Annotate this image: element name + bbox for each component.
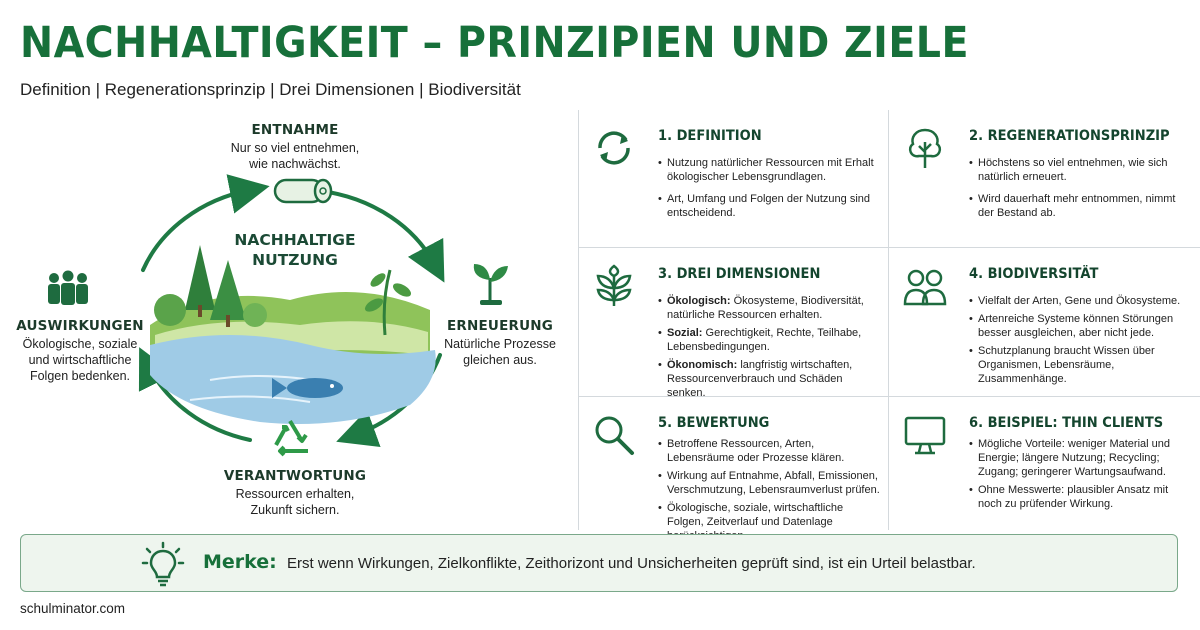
magnifier-icon [592, 413, 636, 457]
card-title: 6. BEISPIEL: THIN CLIENTS [969, 415, 1164, 431]
label-verantwortung [210, 468, 380, 518]
two-people-icon [903, 264, 947, 308]
sprout-icon [474, 264, 508, 305]
erneuerung-line1: Natürliche Prozesse [444, 337, 556, 351]
footer-source: schulminator.com [20, 601, 126, 616]
landscape-illustration [150, 245, 436, 424]
dimension-label: Ökonomisch: [667, 359, 738, 371]
cycle-center-title: NACHHALTIGE NUTZUNG [234, 231, 356, 269]
tree-icon [903, 126, 947, 170]
card-title: 2. REGENERATIONSPRINZIP [969, 128, 1170, 144]
verantwortung-line2: Zukunft sichern. [250, 503, 340, 517]
list-item: • Ohne Messwerte: plausibler Ansatz mit noch zu prüfender Wirkung. [969, 483, 1193, 511]
list-item [658, 326, 882, 354]
card-thin-clients [889, 397, 1199, 530]
card-title: 4. BIODIVERSITÄT [969, 266, 1099, 282]
list-item: • Art, Umfang und Folgen der Nutzung sind entscheidend. [658, 192, 882, 220]
entnahme-line2: wie nachwächst. [249, 157, 341, 171]
recycle-icon [276, 421, 308, 455]
list-item: • Nutzung natürlicher Ressourcen mit Erhalt ökologischer Lebensgrundlagen. [658, 156, 882, 184]
card-drei-dimensionen [578, 248, 888, 399]
page-title: NACHHALTIGKEIT – PRINZIPIEN UND ZIELE [20, 18, 969, 68]
card-regenerationsprinzip [889, 110, 1199, 247]
card-title: 5. BEWERTUNG [658, 415, 770, 431]
list-item: • Artenreiche Systeme können Störungen besser ausgleichen, aber nicht jede. [969, 312, 1193, 340]
erneuerung-line2: gleichen aus. [463, 353, 537, 367]
list-item [658, 294, 882, 322]
page-subtitle: Definition | Regenerationsprinzip | Drei Dimensionen | Biodiversität [20, 80, 521, 99]
cycle-arrows-icon [592, 126, 636, 170]
erneuerung-heading: ERNEUERUNG [446, 318, 554, 334]
card-grid [578, 110, 1200, 530]
label-entnahme [210, 122, 380, 172]
entnahme-heading: ENTNAHME [251, 122, 339, 138]
label-auswirkungen [10, 318, 150, 384]
card-biodiversitaet [889, 248, 1199, 396]
list-item: • Mögliche Vorteile: weniger Material und Energie; längere Nutzung; Recycling; Zugang; geringerer Wartungsaufwand. [969, 437, 1193, 479]
list-item: • Wirkung auf Entnahme, Abfall, Emissionen, Verschmutzung, Lebensraumverlust prüfen. [658, 469, 882, 497]
dimension-text: langfristig wirtschaften, Ressourcenverbrauch und Schäden senken. [667, 359, 853, 399]
label-erneuerung [430, 318, 570, 368]
list-item: • Höchstens so viel entnehmen, wie sich natürlich erneuert. [969, 156, 1193, 184]
card-definition [578, 110, 888, 247]
list-item: • Wird dauerhaft mehr entnommen, nimmt der Bestand ab. [969, 192, 1193, 220]
auswirkungen-line2: und wirtschaftliche [28, 353, 132, 367]
merke-box [20, 534, 1178, 592]
leaf-icon [592, 264, 636, 308]
list-item: • Ökologische, soziale, wirtschaftliche Folgen, Zeitverlauf und Datenlage [658, 501, 882, 543]
log-icon [275, 180, 331, 202]
card-bewertung [578, 397, 888, 530]
lightbulb-icon [141, 541, 185, 587]
merke-text: Erst wenn Wirkungen, Zielkonflikte, Zeithorizont und Unsicherheiten geprüft sind, ist ein Urteil belastbar. [287, 555, 976, 572]
verantwortung-heading: VERANTWORTUNG [223, 468, 367, 484]
dimension-text: Gerechtigkeit, Rechte, Teilhabe, Lebensbedingungen. [667, 327, 862, 353]
list-item: • Betroffene Ressourcen, Arten, Lebensräume oder Prozesse klären. [658, 437, 882, 465]
card-title: 3. DREI DIMENSIONEN [658, 266, 821, 282]
dimension-text: Ökosysteme, Biodiversität, natürliche Ressourcen erhalten. [667, 295, 864, 321]
merke-label: Merke: [203, 551, 277, 573]
card-title: 1. DEFINITION [658, 128, 762, 144]
auswirkungen-line3: Folgen bedenken. [29, 369, 131, 383]
list-item [658, 358, 882, 400]
entnahme-line1: Nur so viel entnehmen, [230, 141, 360, 155]
people-icon [48, 271, 88, 306]
auswirkungen-line1: Ökologische, soziale [22, 337, 138, 351]
list-item: • Schutzplanung braucht Wissen über Organismen, Lebensräume, Zusammenhänge. [969, 344, 1193, 386]
auswirkungen-heading: AUSWIRKUNGEN [16, 318, 144, 334]
dimension-label: Sozial: [667, 327, 703, 339]
list-item: • Vielfalt der Arten, Gene und Ökosysteme. [969, 294, 1193, 308]
monitor-icon [903, 413, 947, 457]
cycle-diagram [10, 110, 570, 530]
verantwortung-line1: Ressourcen erhalten, [235, 487, 355, 501]
dimension-label: Ökologisch: [667, 295, 731, 307]
